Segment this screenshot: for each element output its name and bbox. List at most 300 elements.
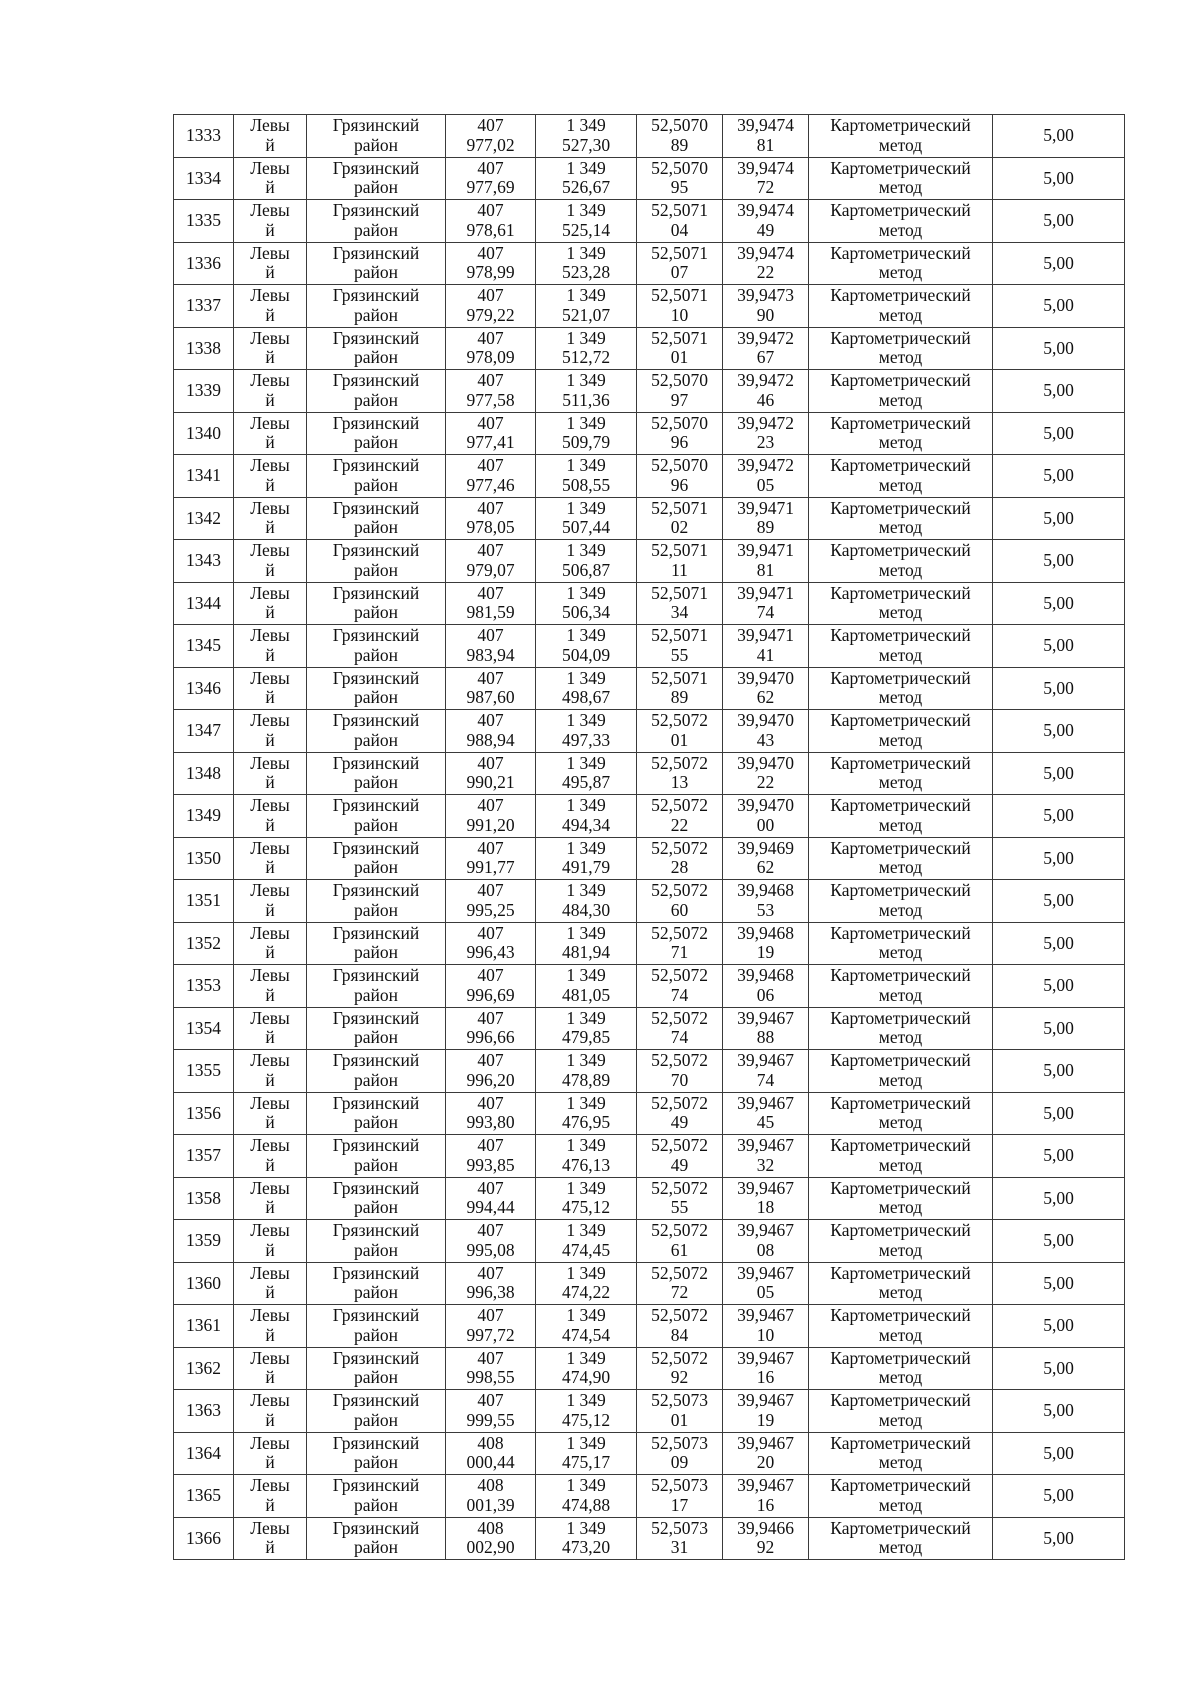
cell-point-number: 1351 bbox=[174, 880, 234, 923]
cell-coord-x-line-1: 407 bbox=[477, 922, 504, 943]
cell-latitude bbox=[637, 455, 723, 498]
cell-side-line-2: й bbox=[265, 219, 275, 240]
cell-side bbox=[234, 1390, 307, 1433]
cell-latitude-line-2: 74 bbox=[670, 984, 689, 1005]
cell-method-line-1: Картометрический bbox=[830, 1517, 971, 1538]
cell-latitude-line-1: 52,5073 bbox=[651, 1517, 708, 1538]
cell-coord-x-line-1: 407 bbox=[477, 1092, 504, 1113]
cell-district bbox=[307, 1517, 446, 1560]
cell-coord-y-line-1: 1 349 bbox=[566, 1007, 606, 1028]
cell-latitude bbox=[637, 667, 723, 710]
cell-coord-x-line-2: 977,69 bbox=[466, 177, 515, 198]
cell-coord-x-line-1: 407 bbox=[477, 412, 504, 433]
cell-latitude bbox=[637, 285, 723, 328]
cell-latitude-line-1: 52,5072 bbox=[651, 1347, 708, 1368]
cell-longitude-line-2: 88 bbox=[756, 1027, 775, 1048]
cell-longitude-line-1: 39,9467 bbox=[737, 1475, 794, 1496]
cell-longitude-line-1: 39,9472 bbox=[737, 370, 794, 391]
cell-district bbox=[307, 1305, 446, 1348]
cell-side-line-1: Левы bbox=[250, 710, 290, 731]
cell-longitude-line-1: 39,9468 bbox=[737, 880, 794, 901]
cell-district bbox=[307, 157, 446, 200]
cell-side-line-2: й bbox=[265, 559, 275, 580]
cell-longitude-line-2: 81 bbox=[756, 134, 775, 155]
cell-district-line-1: Грязинский bbox=[332, 1135, 420, 1156]
table-row bbox=[174, 1475, 1125, 1518]
cell-coord-x-line-2: 978,09 bbox=[466, 347, 515, 368]
cell-point-number: 1334 bbox=[174, 157, 234, 200]
cell-side-line-1: Левы bbox=[250, 1177, 290, 1198]
cell-coord-x bbox=[446, 1262, 536, 1305]
cell-latitude-line-1: 52,5071 bbox=[651, 582, 708, 603]
cell-method-line-2: метод bbox=[878, 899, 923, 920]
cell-accuracy: 5,00 bbox=[993, 200, 1125, 243]
cell-coord-y bbox=[536, 667, 637, 710]
cell-coord-y bbox=[536, 1135, 637, 1178]
cell-latitude-line-1: 52,5071 bbox=[651, 540, 708, 561]
cell-coord-x-line-2: 995,08 bbox=[466, 1239, 515, 1260]
cell-coord-x bbox=[446, 922, 536, 965]
cell-longitude-line-2: 19 bbox=[756, 1409, 775, 1430]
cell-latitude-line-1: 52,5073 bbox=[651, 1475, 708, 1496]
cell-longitude-line-1: 39,9473 bbox=[737, 285, 794, 306]
cell-longitude bbox=[723, 1050, 809, 1093]
cell-coord-y bbox=[536, 965, 637, 1008]
cell-coord-y-line-2: 523,28 bbox=[561, 262, 611, 283]
cell-accuracy: 5,00 bbox=[993, 1517, 1125, 1560]
cell-coord-y-line-2: 476,13 bbox=[561, 1154, 611, 1175]
cell-side-line-2: й bbox=[265, 1452, 275, 1473]
cell-coord-x-line-2: 996,38 bbox=[466, 1282, 515, 1303]
cell-coord-y bbox=[536, 1220, 637, 1263]
cell-coord-x bbox=[446, 1475, 536, 1518]
cell-method bbox=[809, 752, 993, 795]
cell-latitude-line-2: 34 bbox=[670, 602, 689, 623]
cell-method-line-2: метод bbox=[878, 177, 923, 198]
cell-longitude-line-1: 39,9470 bbox=[737, 752, 794, 773]
cell-coord-x bbox=[446, 1517, 536, 1560]
cell-coord-y-line-1: 1 349 bbox=[566, 922, 606, 943]
cell-district-line-2: район bbox=[354, 1239, 398, 1260]
cell-coord-y-line-1: 1 349 bbox=[566, 115, 606, 136]
cell-latitude bbox=[637, 370, 723, 413]
cell-side bbox=[234, 880, 307, 923]
cell-district bbox=[307, 582, 446, 625]
cell-district-line-1: Грязинский bbox=[332, 1432, 420, 1453]
cell-coord-x-line-1: 407 bbox=[477, 1262, 504, 1283]
cell-longitude bbox=[723, 837, 809, 880]
cell-coord-y bbox=[536, 327, 637, 370]
cell-latitude-line-2: 84 bbox=[670, 1324, 689, 1345]
cell-latitude-line-1: 52,5070 bbox=[651, 115, 708, 136]
cell-longitude bbox=[723, 1007, 809, 1050]
cell-district-line-1: Грязинский bbox=[332, 922, 420, 943]
cell-latitude-line-2: 49 bbox=[670, 1154, 689, 1175]
cell-coord-x-line-1: 407 bbox=[477, 1177, 504, 1198]
cell-district-line-1: Грязинский bbox=[332, 795, 420, 816]
cell-method bbox=[809, 1007, 993, 1050]
table-row bbox=[174, 1262, 1125, 1305]
cell-longitude bbox=[723, 965, 809, 1008]
cell-point-number: 1358 bbox=[174, 1177, 234, 1220]
cell-method-line-2: метод bbox=[878, 559, 923, 580]
cell-coord-x-line-1: 407 bbox=[477, 327, 504, 348]
cell-district-line-1: Грязинский bbox=[332, 285, 420, 306]
cell-coord-x bbox=[446, 370, 536, 413]
cell-latitude-line-2: 96 bbox=[670, 474, 689, 495]
cell-coord-y-line-1: 1 349 bbox=[566, 1305, 606, 1326]
cell-district-line-1: Грязинский bbox=[332, 710, 420, 731]
cell-latitude bbox=[637, 880, 723, 923]
cell-coord-x-line-2: 999,55 bbox=[466, 1409, 515, 1430]
table-row bbox=[174, 242, 1125, 285]
cell-method-line-2: метод bbox=[878, 644, 923, 665]
cell-side bbox=[234, 1305, 307, 1348]
table-row bbox=[174, 455, 1125, 498]
cell-side-line-1: Левы bbox=[250, 582, 290, 603]
cell-longitude-line-2: 00 bbox=[756, 814, 775, 835]
cell-longitude-line-2: 23 bbox=[756, 432, 775, 453]
cell-district bbox=[307, 1347, 446, 1390]
cell-method-line-2: метод bbox=[878, 1282, 923, 1303]
cell-coord-y bbox=[536, 1517, 637, 1560]
cell-side-line-2: й bbox=[265, 432, 275, 453]
cell-latitude-line-1: 52,5072 bbox=[651, 795, 708, 816]
cell-method-line-2: метод bbox=[878, 1494, 923, 1515]
cell-accuracy: 5,00 bbox=[993, 285, 1125, 328]
cell-method-line-2: метод bbox=[878, 942, 923, 963]
cell-coord-x bbox=[446, 540, 536, 583]
cell-coord-y-line-2: 474,45 bbox=[561, 1239, 611, 1260]
cell-latitude bbox=[637, 327, 723, 370]
cell-coord-x-line-2: 977,46 bbox=[466, 474, 515, 495]
cell-coord-x-line-1: 407 bbox=[477, 795, 504, 816]
cell-coord-x bbox=[446, 1432, 536, 1475]
cell-district-line-1: Грязинский bbox=[332, 540, 420, 561]
table-row bbox=[174, 1177, 1125, 1220]
cell-longitude-line-1: 39,9472 bbox=[737, 455, 794, 476]
cell-side bbox=[234, 582, 307, 625]
cell-method-line-2: метод bbox=[878, 347, 923, 368]
cell-accuracy: 5,00 bbox=[993, 242, 1125, 285]
cell-latitude-line-1: 52,5072 bbox=[651, 710, 708, 731]
cell-latitude-line-1: 52,5073 bbox=[651, 1432, 708, 1453]
cell-longitude-line-2: 32 bbox=[756, 1154, 775, 1175]
cell-district-line-2: район bbox=[354, 517, 398, 538]
table-row bbox=[174, 285, 1125, 328]
cell-district bbox=[307, 922, 446, 965]
cell-method bbox=[809, 837, 993, 880]
cell-district bbox=[307, 370, 446, 413]
cell-coord-y bbox=[536, 285, 637, 328]
cell-coord-y-line-2: 498,67 bbox=[561, 687, 611, 708]
cell-district bbox=[307, 1262, 446, 1305]
cell-latitude bbox=[637, 1092, 723, 1135]
cell-method bbox=[809, 285, 993, 328]
cell-method bbox=[809, 1347, 993, 1390]
cell-side bbox=[234, 157, 307, 200]
cell-coord-y bbox=[536, 582, 637, 625]
cell-side-line-1: Левы bbox=[250, 370, 290, 391]
cell-side-line-1: Левы bbox=[250, 752, 290, 773]
cell-point-number: 1356 bbox=[174, 1092, 234, 1135]
cell-longitude bbox=[723, 1092, 809, 1135]
cell-latitude-line-1: 52,5072 bbox=[651, 1050, 708, 1071]
cell-side bbox=[234, 1432, 307, 1475]
cell-district-line-1: Грязинский bbox=[332, 327, 420, 348]
cell-district-line-2: район bbox=[354, 1197, 398, 1218]
cell-accuracy: 5,00 bbox=[993, 1092, 1125, 1135]
cell-point-number: 1362 bbox=[174, 1347, 234, 1390]
cell-method-line-1: Картометрический bbox=[830, 710, 971, 731]
cell-coord-y-line-2: 521,07 bbox=[561, 304, 611, 325]
cell-longitude bbox=[723, 1347, 809, 1390]
cell-side-line-2: й bbox=[265, 134, 275, 155]
cell-method-line-2: метод bbox=[878, 1112, 923, 1133]
cell-accuracy: 5,00 bbox=[993, 412, 1125, 455]
cell-latitude-line-1: 52,5072 bbox=[651, 880, 708, 901]
cell-district-line-2: район bbox=[354, 857, 398, 878]
cell-coord-y-line-1: 1 349 bbox=[566, 1475, 606, 1496]
cell-method-line-1: Картометрический bbox=[830, 1347, 971, 1368]
cell-coord-x-line-2: 978,99 bbox=[466, 262, 515, 283]
table-row bbox=[174, 795, 1125, 838]
cell-side-line-1: Левы bbox=[250, 1432, 290, 1453]
cell-latitude-line-2: 89 bbox=[670, 134, 689, 155]
cell-method-line-1: Картометрический bbox=[830, 582, 971, 603]
cell-latitude-line-1: 52,5072 bbox=[651, 1092, 708, 1113]
cell-coord-y-line-2: 511,36 bbox=[562, 389, 610, 410]
table-row bbox=[174, 327, 1125, 370]
cell-longitude-line-2: 43 bbox=[756, 729, 775, 750]
cell-coord-x bbox=[446, 625, 536, 668]
cell-side-line-2: й bbox=[265, 984, 275, 1005]
cell-point-number: 1352 bbox=[174, 922, 234, 965]
cell-coord-x-line-1: 408 bbox=[477, 1475, 504, 1496]
cell-side-line-1: Левы bbox=[250, 1390, 290, 1411]
cell-coord-y-line-2: 497,33 bbox=[561, 729, 611, 750]
cell-latitude-line-2: 10 bbox=[670, 304, 689, 325]
cell-district-line-1: Грязинский bbox=[332, 497, 420, 518]
cell-coord-x-line-1: 408 bbox=[477, 1432, 504, 1453]
cell-coord-y-line-1: 1 349 bbox=[566, 965, 606, 986]
cell-method-line-2: метод bbox=[878, 432, 923, 453]
table-row bbox=[174, 1517, 1125, 1560]
cell-longitude bbox=[723, 1135, 809, 1178]
cell-coord-x-line-1: 407 bbox=[477, 625, 504, 646]
cell-method-line-2: метод bbox=[878, 1409, 923, 1430]
cell-district-line-1: Грязинский bbox=[332, 200, 420, 221]
cell-point-number: 1349 bbox=[174, 795, 234, 838]
cell-side-line-1: Левы bbox=[250, 157, 290, 178]
cell-method-line-1: Картометрический bbox=[830, 327, 971, 348]
cell-coord-x bbox=[446, 1050, 536, 1093]
cell-latitude-line-1: 52,5071 bbox=[651, 327, 708, 348]
cell-latitude bbox=[637, 1135, 723, 1178]
cell-coord-x-line-1: 407 bbox=[477, 1390, 504, 1411]
cell-district bbox=[307, 1390, 446, 1433]
cell-latitude-line-2: 07 bbox=[670, 262, 689, 283]
cell-district bbox=[307, 455, 446, 498]
cell-longitude bbox=[723, 1305, 809, 1348]
cell-longitude bbox=[723, 1177, 809, 1220]
cell-coord-x bbox=[446, 157, 536, 200]
table-row bbox=[174, 1135, 1125, 1178]
cell-longitude-line-2: 81 bbox=[756, 559, 775, 580]
cell-accuracy: 5,00 bbox=[993, 455, 1125, 498]
cell-coord-x-line-1: 407 bbox=[477, 242, 504, 263]
cell-accuracy: 5,00 bbox=[993, 157, 1125, 200]
cell-district-line-2: район bbox=[354, 432, 398, 453]
cell-method bbox=[809, 370, 993, 413]
table-row bbox=[174, 1305, 1125, 1348]
cell-coord-y bbox=[536, 115, 637, 158]
cell-method-line-1: Картометрический bbox=[830, 752, 971, 773]
cell-coord-y-line-1: 1 349 bbox=[566, 1390, 606, 1411]
cell-longitude-line-2: 06 bbox=[756, 984, 775, 1005]
table-row bbox=[174, 412, 1125, 455]
cell-district-line-1: Грязинский bbox=[332, 667, 420, 688]
cell-accuracy: 5,00 bbox=[993, 1475, 1125, 1518]
cell-method-line-1: Картометрический bbox=[830, 1177, 971, 1198]
table-body bbox=[174, 115, 1125, 1560]
cell-coord-y-line-1: 1 349 bbox=[566, 200, 606, 221]
cell-method bbox=[809, 1050, 993, 1093]
cell-method-line-2: метод bbox=[878, 984, 923, 1005]
cell-accuracy: 5,00 bbox=[993, 710, 1125, 753]
cell-longitude bbox=[723, 1390, 809, 1433]
cell-coord-y bbox=[536, 1092, 637, 1135]
cell-coord-x bbox=[446, 752, 536, 795]
cell-longitude-line-1: 39,9471 bbox=[737, 497, 794, 518]
cell-method-line-2: метод bbox=[878, 1069, 923, 1090]
cell-method bbox=[809, 582, 993, 625]
cell-longitude bbox=[723, 200, 809, 243]
cell-longitude-line-1: 39,9467 bbox=[737, 1262, 794, 1283]
cell-district-line-1: Грязинский bbox=[332, 1347, 420, 1368]
cell-coord-x-line-2: 988,94 bbox=[466, 729, 515, 750]
cell-side-line-2: й bbox=[265, 687, 275, 708]
cell-district-line-2: район bbox=[354, 474, 398, 495]
cell-district-line-1: Грязинский bbox=[332, 115, 420, 136]
cell-longitude-line-1: 39,9471 bbox=[737, 582, 794, 603]
cell-longitude-line-2: 72 bbox=[756, 177, 775, 198]
cell-coord-y bbox=[536, 200, 637, 243]
cell-coord-x-line-1: 407 bbox=[477, 157, 504, 178]
cell-latitude-line-1: 52,5073 bbox=[651, 1390, 708, 1411]
cell-coord-x bbox=[446, 667, 536, 710]
cell-latitude-line-1: 52,5072 bbox=[651, 1177, 708, 1198]
cell-longitude bbox=[723, 795, 809, 838]
cell-coord-x-line-1: 407 bbox=[477, 1007, 504, 1028]
cell-coord-x-line-2: 978,61 bbox=[466, 219, 515, 240]
cell-coord-y-line-2: 479,85 bbox=[561, 1027, 611, 1048]
cell-coord-x-line-1: 407 bbox=[477, 1347, 504, 1368]
cell-method-line-1: Картометрический bbox=[830, 1475, 971, 1496]
cell-point-number: 1365 bbox=[174, 1475, 234, 1518]
cell-latitude bbox=[637, 540, 723, 583]
cell-coord-x-line-1: 407 bbox=[477, 667, 504, 688]
cell-coord-y-line-2: 475,12 bbox=[561, 1197, 611, 1218]
cell-accuracy: 5,00 bbox=[993, 1177, 1125, 1220]
cell-latitude-line-1: 52,5070 bbox=[651, 157, 708, 178]
cell-side-line-1: Левы bbox=[250, 795, 290, 816]
cell-coord-x-line-1: 407 bbox=[477, 880, 504, 901]
cell-method-line-2: метод bbox=[878, 304, 923, 325]
cell-side-line-1: Левы bbox=[250, 285, 290, 306]
cell-accuracy: 5,00 bbox=[993, 540, 1125, 583]
cell-side-line-2: й bbox=[265, 177, 275, 198]
cell-latitude-line-2: 92 bbox=[670, 1367, 689, 1388]
cell-latitude-line-2: 97 bbox=[670, 389, 689, 410]
cell-coord-y-line-1: 1 349 bbox=[566, 1050, 606, 1071]
cell-longitude-line-2: 19 bbox=[756, 942, 775, 963]
cell-method-line-1: Картометрический bbox=[830, 795, 971, 816]
cell-side-line-2: й bbox=[265, 857, 275, 878]
cell-point-number: 1341 bbox=[174, 455, 234, 498]
cell-side-line-2: й bbox=[265, 899, 275, 920]
cell-accuracy: 5,00 bbox=[993, 1007, 1125, 1050]
cell-coord-x bbox=[446, 200, 536, 243]
cell-coord-y bbox=[536, 157, 637, 200]
cell-latitude bbox=[637, 1220, 723, 1263]
cell-district bbox=[307, 1050, 446, 1093]
cell-accuracy: 5,00 bbox=[993, 1432, 1125, 1475]
cell-method-line-1: Картометрический bbox=[830, 1007, 971, 1028]
cell-coord-x-line-2: 996,69 bbox=[466, 984, 515, 1005]
cell-latitude-line-2: 72 bbox=[670, 1282, 689, 1303]
cell-latitude bbox=[637, 200, 723, 243]
cell-latitude-line-1: 52,5072 bbox=[651, 1135, 708, 1156]
cell-coord-x-line-1: 407 bbox=[477, 752, 504, 773]
cell-method bbox=[809, 327, 993, 370]
cell-side-line-2: й bbox=[265, 814, 275, 835]
cell-district-line-2: район bbox=[354, 1494, 398, 1515]
cell-district-line-1: Грязинский bbox=[332, 157, 420, 178]
cell-coord-y bbox=[536, 1475, 637, 1518]
cell-side-line-2: й bbox=[265, 1409, 275, 1430]
cell-coord-y-line-2: 506,34 bbox=[561, 602, 611, 623]
cell-longitude-line-1: 39,9467 bbox=[737, 1007, 794, 1028]
cell-district-line-2: район bbox=[354, 134, 398, 155]
table-row bbox=[174, 667, 1125, 710]
cell-method bbox=[809, 625, 993, 668]
cell-longitude-line-1: 39,9467 bbox=[737, 1432, 794, 1453]
cell-method-line-1: Картометрический bbox=[830, 1092, 971, 1113]
cell-point-number: 1338 bbox=[174, 327, 234, 370]
cell-latitude-line-2: 01 bbox=[670, 347, 689, 368]
cell-coord-x-line-2: 001,39 bbox=[466, 1494, 515, 1515]
cell-side-line-2: й bbox=[265, 729, 275, 750]
table-row bbox=[174, 922, 1125, 965]
cell-method bbox=[809, 1177, 993, 1220]
cell-side-line-1: Левы bbox=[250, 1007, 290, 1028]
cell-coord-y-line-1: 1 349 bbox=[566, 1092, 606, 1113]
cell-coord-y-line-2: 495,87 bbox=[561, 772, 611, 793]
cell-side-line-2: й bbox=[265, 389, 275, 410]
cell-method bbox=[809, 922, 993, 965]
cell-method bbox=[809, 880, 993, 923]
cell-method-line-1: Картометрический bbox=[830, 540, 971, 561]
cell-longitude-line-2: 05 bbox=[756, 474, 775, 495]
cell-point-number: 1366 bbox=[174, 1517, 234, 1560]
cell-longitude bbox=[723, 115, 809, 158]
cell-district-line-1: Грязинский bbox=[332, 625, 420, 646]
cell-coord-x bbox=[446, 1135, 536, 1178]
cell-coord-x bbox=[446, 455, 536, 498]
cell-district-line-2: район bbox=[354, 602, 398, 623]
cell-side bbox=[234, 965, 307, 1008]
